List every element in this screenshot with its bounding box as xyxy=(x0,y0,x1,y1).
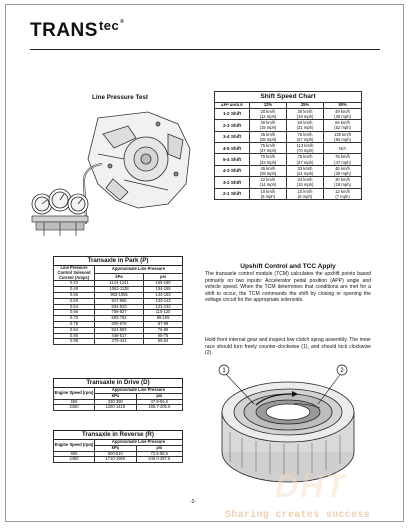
shift-speed-cell xyxy=(286,165,323,176)
shift-speed-cell xyxy=(324,108,362,119)
logo-tec-text: tec xyxy=(98,18,120,33)
park-table-cell: 683-752 xyxy=(95,316,144,322)
shift-row-label: 1-2 Shift xyxy=(215,108,250,119)
reverse-table-cell: 72.5-88.5 xyxy=(136,451,182,457)
reverse-col-pressure-header: Approximate Line Pressure xyxy=(95,440,183,446)
shift-speed-mph: (12 mph) xyxy=(259,114,277,119)
shift-speed-kmh: 50 km/h xyxy=(297,120,313,126)
shift-table-row xyxy=(215,143,362,154)
shift-speed-cell xyxy=(250,143,287,154)
shift-col-app-angle: APP ANGLE xyxy=(215,103,250,109)
shift-speed-mph: (6 mph) xyxy=(297,193,313,199)
shift-speed-cell xyxy=(324,120,362,131)
shift-speed-mph: (19 mph) xyxy=(334,182,351,188)
park-col-pressure-header: Approximate Line Pressure xyxy=(95,266,183,274)
shift-speed-mph: (28 mph) xyxy=(259,171,277,177)
shift-speed-mph: (84 mph) xyxy=(334,136,351,142)
shift-speed-mph: (15 mph) xyxy=(296,182,314,188)
shift-speed-cell xyxy=(286,108,323,119)
park-table-cell: 65-75 xyxy=(144,333,183,339)
drive-table-cell: 1260-1418 xyxy=(95,405,137,411)
shift-speed-cell xyxy=(286,131,323,142)
shift-row-label: 2-1 Shift xyxy=(215,188,250,199)
park-table-cell: 0.98 xyxy=(54,339,95,345)
park-table-cell: 0.66 xyxy=(54,310,95,316)
park-table-cell: 110-120 xyxy=(144,310,183,316)
park-table-cell: 758-827 xyxy=(95,310,144,316)
reverse-col-rpm-header: Engine Speed (rpm) xyxy=(54,440,95,452)
drive-table-row xyxy=(54,405,183,411)
shift-speed-cell xyxy=(286,120,323,131)
upshift-title: Upshift Control and TCC Apply xyxy=(240,263,336,270)
park-table-cell: 0.55 xyxy=(54,292,95,298)
shift-speed-kmh: 30 km/h xyxy=(335,177,350,183)
shift-speed-kmh: 75 km/h xyxy=(297,154,313,160)
park-table-cell: 0.49 xyxy=(54,287,95,293)
shift-speed-cell xyxy=(250,188,287,199)
logo-registered-mark: ® xyxy=(120,19,125,25)
shift-speed-cell xyxy=(324,165,362,176)
shift-col-25: 25% xyxy=(286,103,323,109)
drive-col-pressure-header: Approximate Line Pressure xyxy=(95,388,183,394)
shift-table-title: Shift Speed Chart xyxy=(215,92,362,103)
shift-speed-mph: (47 mph) xyxy=(296,159,314,165)
shift-row-label: 4-3 Shift xyxy=(215,165,250,176)
reverse-table-cell: 248.0-287.5 xyxy=(136,457,182,463)
shift-speed-mph: (6 mph) xyxy=(260,193,276,199)
park-table-cell: 0.60 xyxy=(54,298,95,304)
page-number: -2- xyxy=(190,499,197,505)
shift-speed-mph: (29 mph) xyxy=(334,171,351,177)
park-table-cell: 600-676 xyxy=(95,321,144,327)
shift-speed-kmh: 24 km/h xyxy=(297,177,313,183)
shift-speed-kmh: 22 km/h xyxy=(260,177,276,183)
park-table-cell: 121-132 xyxy=(144,304,183,310)
shift-speed-cell xyxy=(250,177,287,188)
shift-speed-mph: (7 mph) xyxy=(335,193,350,199)
shift-speed-mph: (30 mph) xyxy=(334,114,351,119)
shift-speed-mph: (21 mph) xyxy=(296,171,314,177)
shift-speed-kmh: 49 km/h xyxy=(335,108,350,114)
park-table-cell: 0.64 xyxy=(54,304,95,310)
shift-speed-cell xyxy=(250,131,287,142)
park-table-cell: 1062-1138 xyxy=(95,287,144,293)
shift-speed-cell xyxy=(324,177,362,188)
shift-speed-kmh: 135 km/h xyxy=(333,131,352,137)
reverse-table-row xyxy=(54,457,183,463)
park-table-cell: 0.78 xyxy=(54,321,95,327)
shift-speed-cell xyxy=(250,165,287,176)
shift-speed-kmh: 70 km/h xyxy=(260,154,276,160)
shift-col-12: 12% xyxy=(250,103,287,109)
shift-speed-mph: (19 mph) xyxy=(296,114,314,119)
shift-speed-mph: (47 mph) xyxy=(296,136,314,142)
shift-speed-mph: (52 mph) xyxy=(334,125,351,131)
shift-table-row xyxy=(215,177,362,188)
drive-psi-header: psi xyxy=(136,393,182,399)
callout-1-label: 1 xyxy=(222,368,226,374)
drive-col-rpm-header: Engine Speed (rpm) xyxy=(54,388,95,400)
shift-speed-cell xyxy=(286,177,323,188)
park-table-cell: 524-593 xyxy=(95,327,144,333)
shift-speed-kmh: 113 km/h xyxy=(296,143,314,149)
reverse-psi-header: psi xyxy=(136,445,182,451)
reverse-table-title: Transaxle in Reverse (R) xyxy=(54,431,183,440)
park-table-cell: 993-1055 xyxy=(95,292,144,298)
park-kpa-header: kPa xyxy=(95,273,144,281)
watermark-text: Sharing creates success xyxy=(225,510,370,521)
shift-speed-kmh: 10 km/h xyxy=(297,188,313,194)
reverse-table-cell: 2450 xyxy=(54,457,95,463)
line-pressure-test-title: Line Pressure Test xyxy=(92,94,148,101)
park-table-cell: 166-180 xyxy=(144,281,183,287)
shift-speed-kmh: 33 km/h xyxy=(297,165,313,171)
shift-table-row xyxy=(215,131,362,142)
drive-table-cell: 47.9-56.6 xyxy=(136,399,182,405)
park-table-cell: 917-965 xyxy=(95,298,144,304)
park-psi-header: psi xyxy=(144,273,183,281)
shift-speed-mph: (19 mph) xyxy=(259,125,277,131)
shift-speed-kmh: 46 km/h xyxy=(335,165,350,171)
shift-speed-kmh: 30 km/h xyxy=(260,120,276,126)
shift-speed-mph: (43 mph) xyxy=(259,159,277,165)
shift-speed-mph: (70 mph) xyxy=(296,148,314,154)
shift-speed-cell xyxy=(250,154,287,165)
shift-speed-kmh: 10 km/h xyxy=(260,188,276,194)
shift-speed-mph: (14 mph) xyxy=(259,182,277,188)
park-table-cell: 87-98 xyxy=(144,321,183,327)
shift-row-label: 4-5 Shift xyxy=(215,143,250,154)
shift-table-row xyxy=(215,188,362,199)
shift-speed-kmh: 75 km/h xyxy=(260,143,276,149)
shift-speed-mph: (31 mph) xyxy=(296,125,314,131)
transaxle-gauge-illustration xyxy=(28,104,198,244)
shift-row-label: 3-4 Shift xyxy=(215,131,250,142)
park-table-cell: 0.43 xyxy=(54,281,95,287)
upshift-paragraph: The transaxle control module (TCM) calculates the upshift points based primarily on two inputs: Accelerator pedal position (APP) angle and vehicle speed. When the TCM determines that conditions are met for a shift to occur, the TCM commands the shift by closing or opening the voltage circuit for the appropriate solenoids. xyxy=(205,271,371,304)
shift-row-label: 3-2 Shift xyxy=(215,177,250,188)
shift-speed-kmh: 45 km/h xyxy=(260,131,276,137)
shift-speed-mph: (28 mph) xyxy=(259,136,277,142)
drive-table-title: Transaxle in Drive (D) xyxy=(54,379,183,388)
park-table-cell: 144-153 xyxy=(144,292,183,298)
logo-main-text: TRANS xyxy=(30,20,98,41)
watermark-mark: DHT xyxy=(275,468,347,504)
transtec-logo xyxy=(30,20,124,42)
park-col-current-header: Line Pressure Control Solenoid Current (Amps) xyxy=(54,266,95,281)
shift-speed-kmh: 75 km/h xyxy=(335,154,350,160)
drive-table-cell: 330-390 xyxy=(95,399,137,405)
sprag-paragraph: Hold front internal gear and inspect low clutch sprag assembly. The inner race should turn freely counter-clockwise (1), and should lock clockwise (2). xyxy=(205,337,371,357)
shift-speed-cell xyxy=(286,188,323,199)
shift-speed-cell xyxy=(286,143,323,154)
drive-table-cell: 185.7-205.6 xyxy=(136,405,182,411)
park-table-cell: 76-86 xyxy=(144,327,183,333)
park-table-row xyxy=(54,339,183,345)
park-table-cell: 0.70 xyxy=(54,316,95,322)
shift-speed-cell xyxy=(324,154,362,165)
shift-speed-mph: (47 mph) xyxy=(334,159,351,165)
shift-table-row xyxy=(215,154,362,165)
reverse-table-cell: 655 xyxy=(54,451,95,457)
shift-table-row xyxy=(215,165,362,176)
park-table-cell: 379-441 xyxy=(95,339,144,345)
park-table-cell: 133-143 xyxy=(144,298,183,304)
shift-row-label: 5-4 Shift xyxy=(215,154,250,165)
shift-table-row xyxy=(215,108,362,119)
shift-speed-kmh: N/A xyxy=(339,145,347,151)
shift-speed-kmh: 45 km/h xyxy=(260,165,276,171)
shift-table-row xyxy=(215,120,362,131)
shift-col-50: 50% xyxy=(324,103,362,109)
shift-speed-cell xyxy=(286,154,323,165)
shift-speed-kmh: 30 km/h xyxy=(297,108,313,114)
reverse-pressure-table xyxy=(53,430,183,463)
header-rule xyxy=(30,49,380,50)
park-table-cell: 0.84 xyxy=(54,327,95,333)
park-table-cell: 0.90 xyxy=(54,333,95,339)
reverse-table-cell: 500-610 xyxy=(95,451,137,457)
reverse-table-cell: 1710-1960 xyxy=(95,457,137,463)
park-table-cell: 154-165 xyxy=(144,287,183,293)
drive-pressure-table xyxy=(53,378,183,411)
shift-speed-kmh: 20 km/h xyxy=(260,108,276,114)
drive-table-cell: 655 xyxy=(54,399,95,405)
shift-speed-cell xyxy=(250,108,287,119)
shift-speed-mph: (47 mph) xyxy=(259,148,277,154)
shift-speed-cell xyxy=(250,120,287,131)
shift-speed-cell xyxy=(324,188,362,199)
reverse-kpa-header: kPa xyxy=(95,445,137,451)
shift-speed-cell xyxy=(324,143,362,154)
shift-speed-kmh: 12 km/h xyxy=(335,188,350,194)
shift-speed-cell xyxy=(324,131,362,142)
park-table-title: Transaxle in Park (P) xyxy=(54,257,183,266)
park-table-cell: 99-109 xyxy=(144,316,183,322)
park-pressure-table xyxy=(53,256,183,345)
shift-speed-kmh: 84 km/h xyxy=(335,120,350,126)
park-table-cell: 834-910 xyxy=(95,304,144,310)
park-table-cell: 55-64 xyxy=(144,339,183,345)
park-table-cell: 448-517 xyxy=(95,333,144,339)
drive-table-cell: 2450 xyxy=(54,405,95,411)
shift-row-label: 2-3 Shift xyxy=(215,120,250,131)
park-table-cell: 1144-1241 xyxy=(95,281,144,287)
drive-kpa-header: kPa xyxy=(95,393,137,399)
shift-speed-kmh: 75 km/h xyxy=(297,131,313,137)
shift-speed-table xyxy=(214,91,362,200)
callout-2-label: 2 xyxy=(340,368,344,374)
